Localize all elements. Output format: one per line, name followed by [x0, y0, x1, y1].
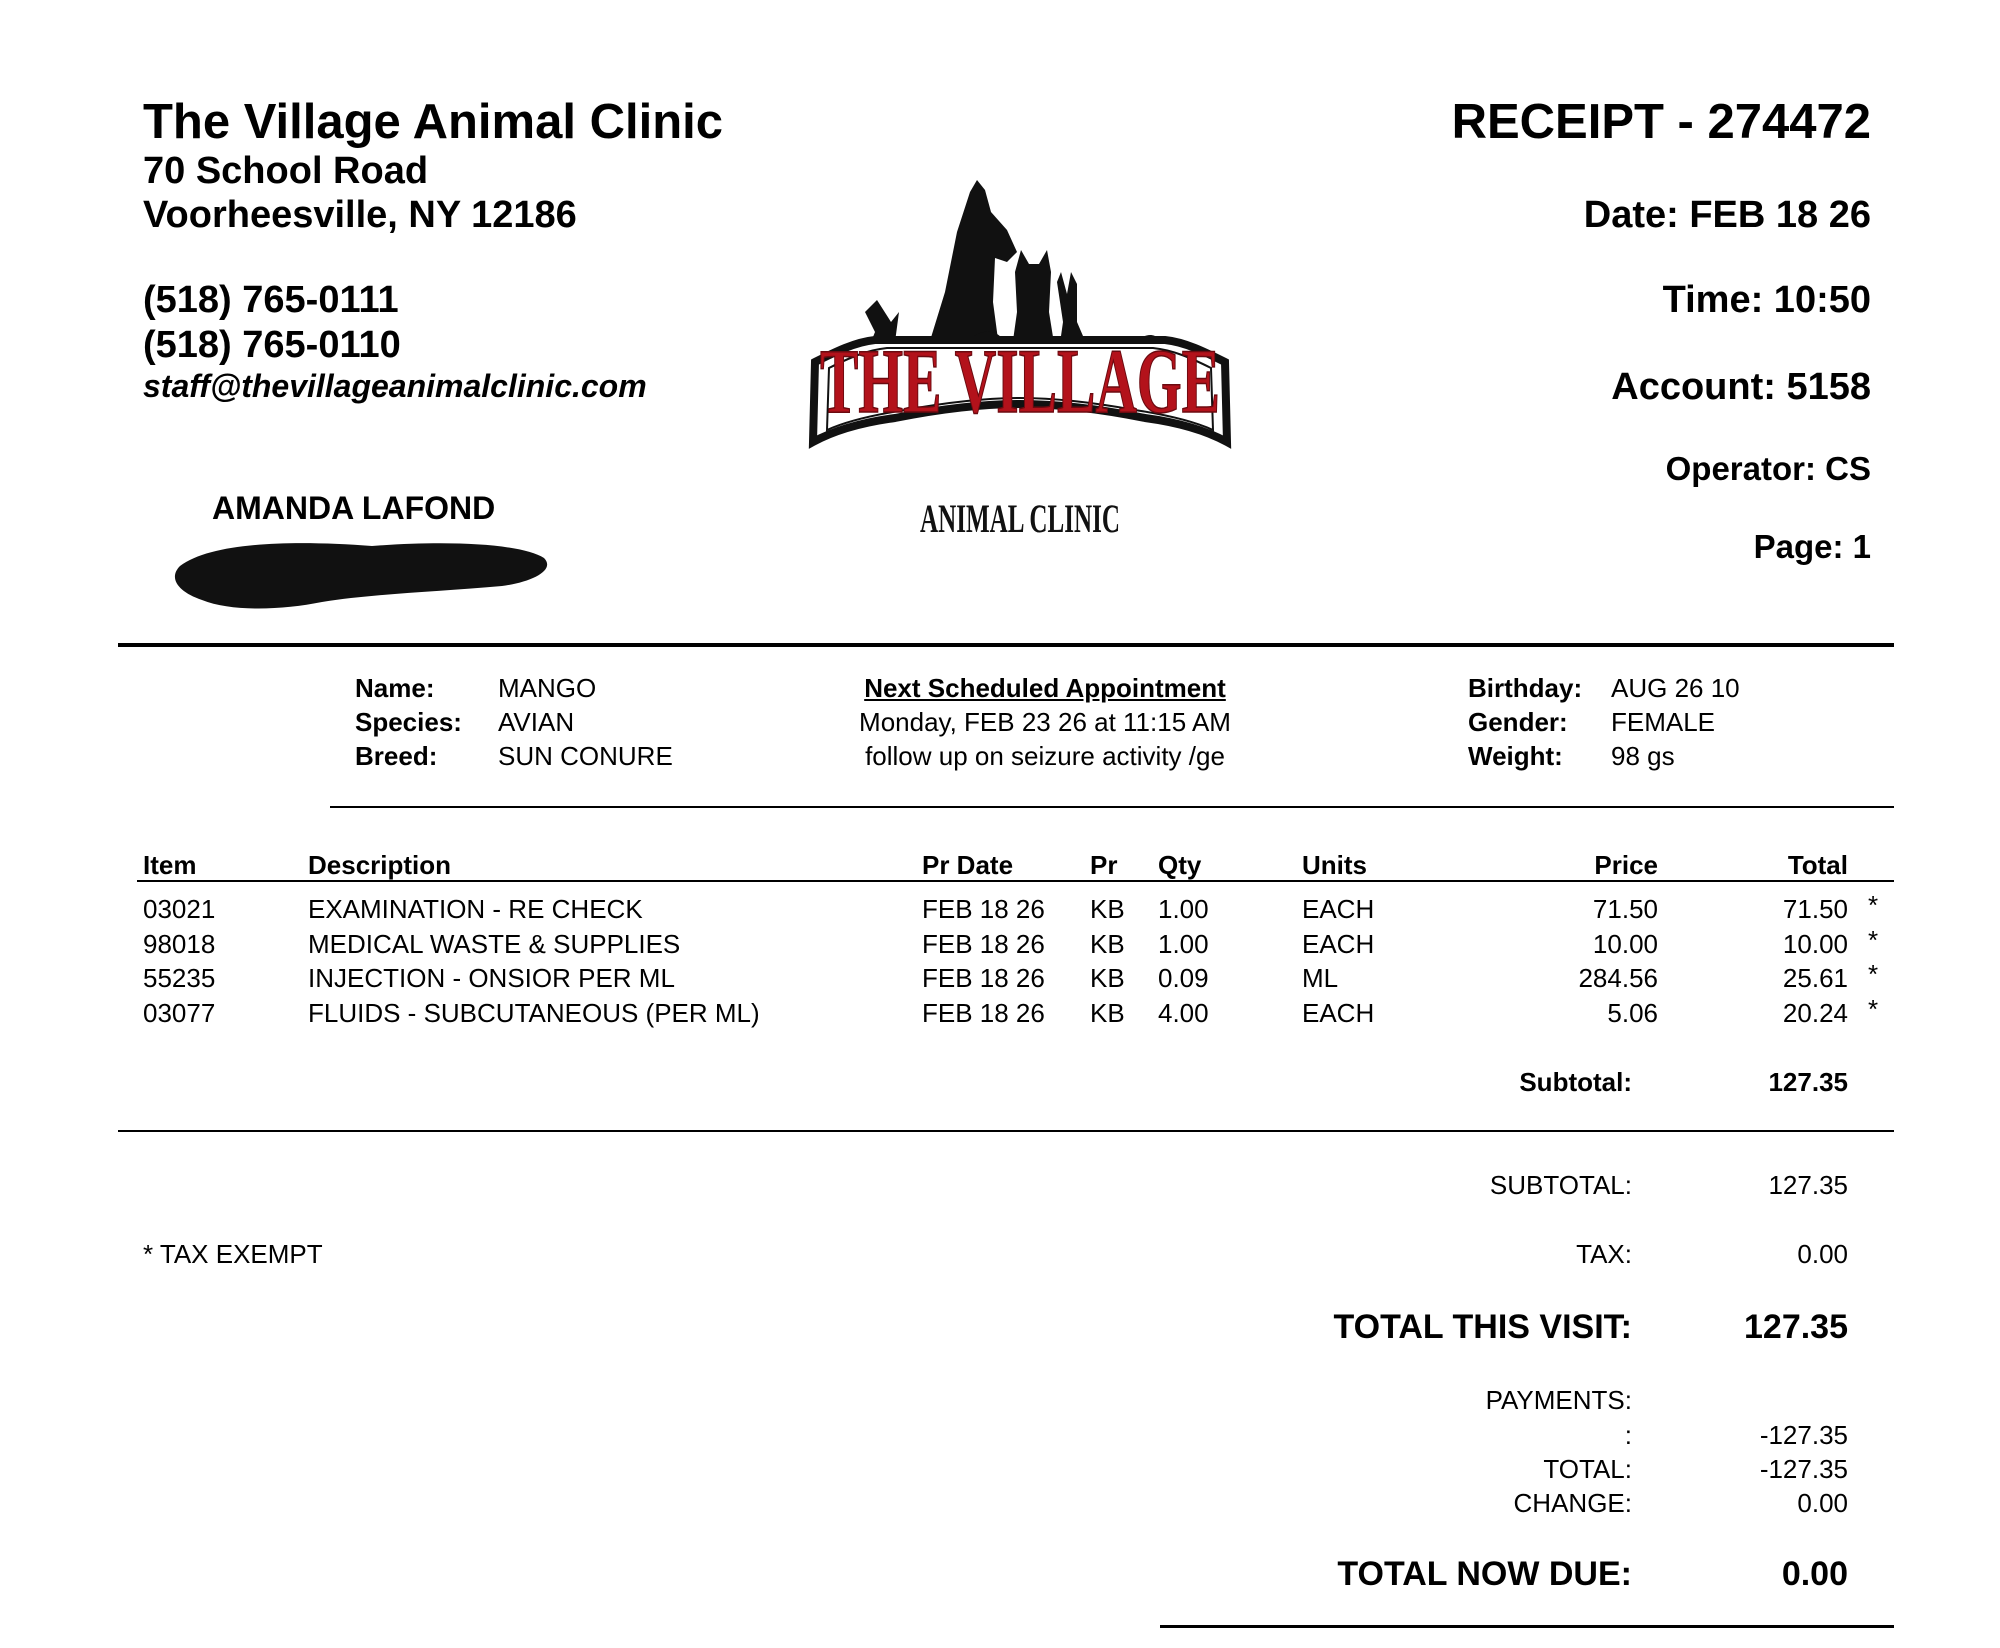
cell-pr: KB: [1090, 998, 1125, 1028]
appointment-when: Monday, FEB 23 26 at 11:15 AM: [859, 707, 1231, 737]
patient-breed-label: Breed:: [355, 741, 438, 771]
cell-qty: 1.00: [1158, 929, 1209, 959]
client-name: AMANDA LAFOND: [212, 490, 496, 526]
patient-birthday: AUG 26 10: [1611, 673, 1740, 703]
total-now-due-label: TOTAL NOW DUE:: [1337, 1555, 1632, 1593]
patient-name: MANGO: [498, 673, 597, 703]
cell-pr: KB: [1090, 929, 1125, 959]
cell-tax-flag: *: [1868, 959, 1879, 989]
payments-total-value: -127.35: [1759, 1454, 1848, 1484]
cell-tax-flag: *: [1868, 890, 1879, 920]
patient-species-label: Species:: [355, 707, 462, 737]
receipt-date: Date: FEB 18 26: [1583, 194, 1871, 236]
cell-qty: 4.00: [1158, 998, 1209, 1028]
tax-value: 0.00: [1797, 1239, 1848, 1269]
cell-price: 71.50: [1592, 894, 1658, 924]
cell-pr-date: FEB 18 26: [922, 963, 1045, 993]
subtotal-label: SUBTOTAL:: [1489, 1170, 1632, 1200]
payment-line-label: :: [1624, 1420, 1632, 1450]
col-header-qty: Qty: [1158, 850, 1202, 880]
table-row: [0, 959, 2000, 997]
table-subtotal-value: 127.35: [1768, 1067, 1848, 1097]
cell-price: 5.06: [1607, 998, 1658, 1028]
col-header-price: Price: [1594, 850, 1658, 880]
cell-description: INJECTION - ONSIOR PER ML: [308, 963, 675, 993]
change-value: 0.00: [1797, 1488, 1848, 1518]
cell-pr-date: FEB 18 26: [922, 998, 1045, 1028]
clinic-address-line2: Voorheesville, NY 12186: [143, 194, 577, 236]
cell-price: 10.00: [1592, 929, 1658, 959]
cell-qty: 1.00: [1158, 894, 1209, 924]
table-subtotal-label: Subtotal:: [1519, 1067, 1632, 1097]
cell-pr-date: FEB 18 26: [922, 894, 1045, 924]
receipt-time: Time: 10:50: [1662, 279, 1871, 321]
cell-item: 55235: [143, 963, 216, 993]
col-header-pr: Pr: [1090, 850, 1118, 880]
appointment-note: follow up on seizure activity /ge: [865, 741, 1225, 771]
col-header-item: Item: [143, 850, 197, 880]
subtotal-value: 127.35: [1768, 1170, 1848, 1200]
patient-weight: 98 gs: [1611, 741, 1675, 771]
cell-pr: KB: [1090, 963, 1125, 993]
cell-units: ML: [1302, 963, 1339, 993]
clinic-address-line1: 70 School Road: [143, 150, 429, 192]
cell-item: 98018: [143, 929, 216, 959]
table-row: [0, 925, 2000, 963]
receipt-account: Account: 5158: [1611, 366, 1871, 408]
table-row: [0, 890, 2000, 928]
cell-qty: 0.09: [1158, 963, 1209, 993]
patient-breed: SUN CONURE: [498, 741, 673, 771]
total-this-visit-label: TOTAL THIS VISIT:: [1333, 1308, 1632, 1346]
table-bottom-divider: [118, 1130, 1894, 1132]
footer-divider: [1160, 1625, 1894, 1628]
total-this-visit-value: 127.35: [1744, 1308, 1848, 1346]
cell-total: 20.24: [1782, 998, 1848, 1028]
redaction-mark: [172, 536, 552, 614]
table-header-divider: [137, 880, 1894, 882]
patient-species: AVIAN: [498, 707, 575, 737]
patient-divider: [330, 806, 1894, 808]
cell-tax-flag: *: [1868, 925, 1879, 955]
cell-description: EXAMINATION - RE CHECK: [308, 894, 643, 924]
cell-total: 10.00: [1782, 929, 1848, 959]
clinic-logo: [795, 172, 1245, 542]
payments-label: PAYMENTS:: [1485, 1385, 1632, 1415]
col-header-total: Total: [1787, 850, 1848, 880]
clinic-phone-2: (518) 765-0110: [143, 324, 401, 366]
cell-item: 03021: [143, 894, 216, 924]
receipt-page: Page: 1: [1753, 528, 1871, 565]
cell-units: EACH: [1302, 894, 1375, 924]
payments-total-label: TOTAL:: [1543, 1454, 1632, 1484]
cell-price: 284.56: [1578, 963, 1658, 993]
table-row: [0, 994, 2000, 1032]
col-header-description: Description: [308, 850, 452, 880]
cell-tax-flag: *: [1868, 994, 1879, 1024]
patient-name-label: Name:: [355, 673, 435, 703]
tax-label: TAX:: [1576, 1239, 1632, 1269]
patient-birthday-label: Birthday:: [1468, 673, 1583, 703]
patient-gender-label: Gender:: [1468, 707, 1568, 737]
clinic-email: staff@thevillageanimalclinic.com: [143, 368, 647, 404]
logo-text-sub: ANIMAL CLINIC: [920, 496, 1120, 541]
appointment-heading: Next Scheduled Appointment: [864, 673, 1226, 703]
cell-total: 71.50: [1782, 894, 1848, 924]
col-header-units: Units: [1302, 850, 1367, 880]
cell-pr-date: FEB 18 26: [922, 929, 1045, 959]
clinic-name: The Village Animal Clinic: [143, 95, 723, 149]
cell-description: MEDICAL WASTE & SUPPLIES: [308, 929, 681, 959]
cell-total: 25.61: [1782, 963, 1848, 993]
payment-line-value: -127.35: [1759, 1420, 1848, 1450]
patient-weight-label: Weight:: [1468, 741, 1563, 771]
col-header-pr-date: Pr Date: [922, 850, 1014, 880]
clinic-phone-1: (518) 765-0111: [143, 279, 399, 321]
cell-description: FLUIDS - SUBCUTANEOUS (PER ML): [308, 998, 760, 1028]
change-label: CHANGE:: [1513, 1488, 1632, 1518]
receipt-title: RECEIPT - 274472: [1451, 95, 1871, 149]
receipt-operator: Operator: CS: [1665, 450, 1871, 487]
total-now-due-value: 0.00: [1781, 1555, 1848, 1593]
header-divider: [118, 643, 1894, 647]
patient-gender: FEMALE: [1611, 707, 1716, 737]
cell-pr: KB: [1090, 894, 1125, 924]
logo-text-main: THE VILLAGE: [820, 330, 1220, 432]
cell-units: EACH: [1302, 929, 1375, 959]
tax-exempt-note: * TAX EXEMPT: [143, 1239, 323, 1269]
cell-item: 03077: [143, 998, 216, 1028]
cell-units: EACH: [1302, 998, 1375, 1028]
